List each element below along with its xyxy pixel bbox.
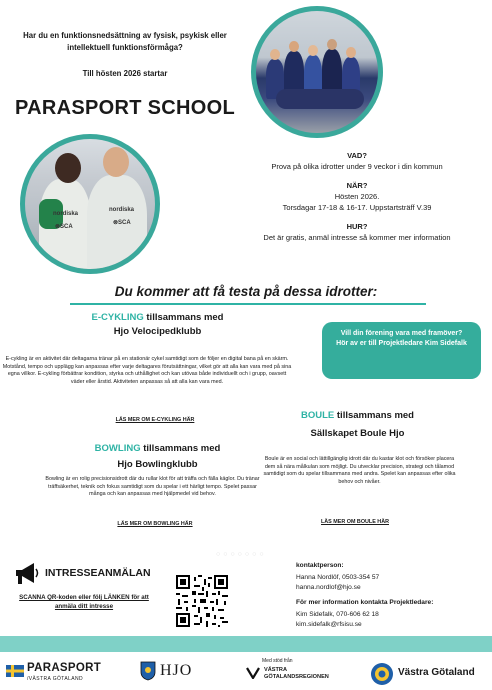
ecykling-club: Hjo Velocipedklubb: [113, 326, 202, 337]
boule-sport: BOULE: [301, 410, 335, 421]
football-players-photo: nordiska nordiska ⊗SCA ⊗SCA: [20, 134, 160, 274]
club-callout: [322, 322, 481, 379]
info-block: [222, 150, 492, 243]
ecykling-heading: [50, 312, 265, 324]
callout-line-1: Vill din förening vara med framöver?: [340, 330, 463, 337]
parasport-logo-sub: /VÄSTRA GÖTALAND: [27, 676, 84, 682]
megaphone-icon: [12, 561, 40, 585]
bowling-with: tillsammans med: [140, 443, 221, 454]
contact-block: [296, 561, 486, 630]
nar-text-2: Torsdagar 17-18 & 16-17. Uppstartsträff V.39: [282, 203, 432, 212]
vgr-logo-text: VÄSTRA GÖTALANDSREGIONEN: [264, 667, 329, 680]
ecykling-link[interactable]: LÄS MER OM E-CYKLING HÄR: [115, 417, 195, 423]
contact-line-4[interactable]: kim.sidefalk@rfsisu.se: [296, 621, 362, 628]
vad-label: VAD?: [347, 151, 367, 160]
ecykling-with: tillsammans med: [143, 312, 224, 323]
hur-label: HUR?: [346, 222, 368, 231]
page-title: PARASPORT SCHOOL: [15, 97, 235, 119]
signup-title: INTRESSEANMÄLAN: [45, 567, 151, 579]
parasport-logo-text: PARASPORT: [27, 662, 102, 674]
bowling-club: Hjo Bowlingklubb: [117, 459, 198, 470]
contact-label-2: För mer information kontakta Projektledare:: [296, 599, 434, 606]
vgr-top-text: Med stöd från: [262, 658, 293, 664]
dot-divider: ○○○○○○○: [216, 551, 267, 558]
bowling-body: Bowling är en rolig precisionsidrott där du rullar klot för att träffa och fälla käglor. Du tränar träffsäkerhet, teknik och fokus samtidigt som du spelar i ett härligt tempo. Spelet passar många och kan anpassas med hjälpmedel vid behov.: [45, 476, 260, 498]
ecykling-body: E-cykling är en aktivitet där deltagarna tränar på en stationär cykel samtidigt som de följer en digital bana på en skärm. Motstånd, tempo och upplägg kan anpassas efter varje deltagares förutsättningar, vilket gör att alla kan vara med på sina egna villkor. E-cykling förbättrar kondition, styrka och uthållighet och kan utövas både individuellt och i grupp, oavsett väder eller årstid. Aktiviteten anpassas så att alla kan vara med.: [2, 356, 292, 385]
contact-label: kontaktperson:: [296, 562, 344, 569]
footer-band: [0, 636, 492, 652]
intro-question: Har du en funktionsnedsättning av fysisk, psykisk eller intellektuell funktionsförmåga?: [23, 31, 227, 52]
boule-body: Boule är en social och lättillgänglig idrott där du kastar klot och försöker placera dem så nära målkulan som möjligt. Du utvecklar precision, strategi och tålamod samtidigt som du spelar tillsammans med andra. Spelet kan anpassas efter olika behov och nivåer.: [263, 456, 456, 485]
contact-line-3: Kim Sidefalk, 070-606 62 18: [296, 611, 379, 618]
callout-line-2: Hör av er till Projektledare Kim Sidefalk: [336, 340, 467, 347]
vg-logo-text: Västra Götaland: [398, 667, 475, 678]
boule-heading: [270, 410, 445, 422]
sports-headline: Du kommer att få testa på dessa idrotter:: [114, 284, 378, 299]
headline-divider: [70, 303, 426, 305]
contact-line-2[interactable]: hanna.nordlof@hjo.se: [296, 584, 361, 591]
hur-text: Det är gratis, anmäl intresse så kommer mer information: [263, 233, 451, 242]
vgr-logo-icon: [246, 666, 260, 678]
swedish-flag-icon: [6, 664, 24, 676]
bowling-link[interactable]: LÄS MER OM BOWLING HÄR: [117, 521, 193, 527]
hjo-logo-text: HJO: [160, 662, 193, 679]
nar-label: NÄR?: [346, 181, 368, 190]
parasport-logo-sub-text: VÄSTRA GÖTALAND: [28, 676, 84, 682]
contact-line-1: Hanna Nordlöf, 0503-354 57: [296, 574, 380, 581]
intro-start: Till hösten 2026 startar: [82, 69, 168, 78]
bowling-heading: [50, 443, 265, 455]
boule-with: tillsammans med: [334, 410, 414, 421]
vg-crest-icon: [370, 662, 394, 686]
nar-text-1: Hösten 2026.: [334, 192, 380, 201]
signup-link[interactable]: SCANNA QR-koden eller följ LÄNKEN för att anmäla ditt intresse: [19, 594, 149, 610]
group-photo: [251, 6, 383, 138]
hjo-crest-icon: [140, 661, 156, 681]
bowling-sport: BOWLING: [94, 443, 141, 454]
vad-text: Prova på olika idrotter under 9 veckor i din kommun: [271, 162, 443, 171]
ecykling-sport: E-CYKLING: [91, 312, 144, 323]
boule-link[interactable]: LÄS MER OM BOULE HÄR: [321, 519, 389, 525]
boule-club: Sällskapet Boule Hjo: [310, 428, 405, 439]
qr-code[interactable]: [176, 575, 228, 627]
